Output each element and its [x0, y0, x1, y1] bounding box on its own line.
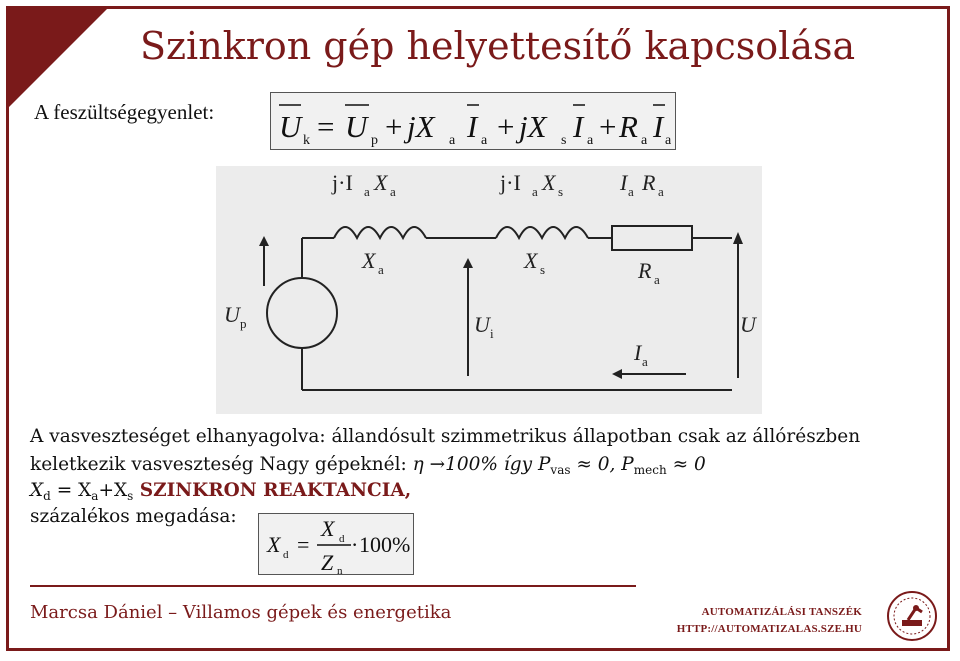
percent-reactance-formula: [258, 513, 414, 575]
eq-sign: +: [599, 109, 617, 144]
text-segment: ≈ 0: [666, 454, 706, 475]
eq-sub-a: a: [587, 133, 594, 148]
university-logo: [886, 590, 938, 642]
subscript: d: [43, 489, 51, 503]
eq-I: I: [467, 109, 478, 144]
label-IaRa: I: [620, 170, 628, 195]
label-sub: a: [658, 184, 664, 199]
label-ia: I: [634, 340, 642, 365]
label-ui: U: [474, 312, 490, 337]
label-sub: a: [364, 184, 370, 199]
subscript: vas: [550, 463, 571, 477]
label-x: X: [374, 170, 388, 195]
label-sub: s: [540, 262, 546, 277]
label-sub: a: [628, 184, 634, 199]
eq-sub-a: a: [481, 133, 488, 148]
synchronous-reactance-label: SZINKRON REAKTANCIA,: [133, 480, 412, 501]
eq-jX: jX: [519, 109, 547, 144]
label-resistor: R: [638, 258, 652, 283]
label-sub: a: [642, 354, 648, 369]
label-r: R: [642, 170, 656, 195]
eq-sub-k: k: [303, 133, 310, 148]
eq-I: I: [653, 109, 664, 144]
eq-sign: =: [317, 109, 335, 144]
text-segment: +X: [98, 480, 128, 501]
eq-sub-p: p: [371, 133, 378, 148]
text-segment: = X: [50, 480, 92, 501]
formula-pct: 100%: [359, 532, 411, 557]
eta-symbol: η: [412, 454, 424, 475]
eq-sign: +: [385, 109, 403, 144]
footer-author: Marcsa Dániel – Villamos gépek és energetika: [30, 602, 452, 623]
formula-den: Z: [321, 550, 334, 575]
voltage-equation: [270, 92, 676, 150]
subscript: a: [91, 489, 99, 503]
eq-sign: +: [497, 109, 515, 144]
eq-sub-a: a: [641, 133, 648, 148]
eq-sub-s: s: [561, 133, 567, 148]
label-sub: a: [654, 272, 660, 287]
department-url[interactable]: HTTP://AUTOMATIZALAS.SZE.HU: [676, 623, 862, 635]
label-sub: s: [558, 184, 564, 199]
formula-sub: n: [337, 565, 343, 576]
text-segment: X: [30, 480, 44, 501]
equation-label: A feszültségegyenlet:: [34, 100, 215, 124]
eq-sub-a: a: [665, 133, 672, 148]
formula-mult: ·: [351, 532, 359, 557]
slide-title: Szinkron gép helyettesítő kapcsolása: [140, 24, 856, 68]
label-u: U: [740, 312, 756, 337]
eq-I: I: [573, 109, 584, 144]
eq-U: U: [279, 109, 302, 144]
formula-sub: d: [339, 533, 345, 545]
text-segment: keletkezik vasveszteség Nagy gépeknél:: [30, 454, 413, 475]
label-sub: p: [240, 316, 247, 331]
formula-eq: =: [297, 532, 310, 557]
label-x: X: [542, 170, 556, 195]
text-line-1: A vasveszteséget elhanyagolva: állandósult szimmetrikus állapotban csak az állórészben: [30, 426, 861, 447]
formula-x: X: [267, 532, 281, 557]
text-line-2: [30, 454, 706, 477]
label-sub: i: [490, 326, 494, 341]
label-sub: a: [532, 184, 538, 199]
label-sub: a: [378, 262, 384, 277]
eq-U: U: [345, 109, 368, 144]
formula-num: X: [321, 516, 335, 541]
text-segment: →100% így P: [423, 454, 551, 475]
text-line-4: százalékos megadása:: [30, 506, 237, 527]
label-jIaXa: j·I: [332, 170, 353, 195]
label-up: U: [224, 302, 240, 327]
label-coil-xa: X: [362, 248, 376, 273]
text-line-3: [30, 480, 411, 503]
footer-divider: [30, 585, 636, 587]
footer-department: [677, 604, 862, 638]
subscript: mech: [633, 463, 667, 477]
subscript: s: [127, 489, 134, 503]
label-jIaXs: j·I: [500, 170, 521, 195]
equivalent-circuit: [216, 166, 762, 414]
eq-jX: jX: [407, 109, 435, 144]
text-segment: ≈ 0, P: [570, 454, 634, 475]
eq-R: R: [619, 109, 638, 144]
formula-sub: d: [283, 549, 289, 561]
eq-sub-a: a: [449, 133, 456, 148]
label-coil-xs: X: [524, 248, 538, 273]
label-sub: a: [390, 184, 396, 199]
department-name: AUTOMATIZÁLÁSI TANSZÉK: [701, 606, 862, 618]
